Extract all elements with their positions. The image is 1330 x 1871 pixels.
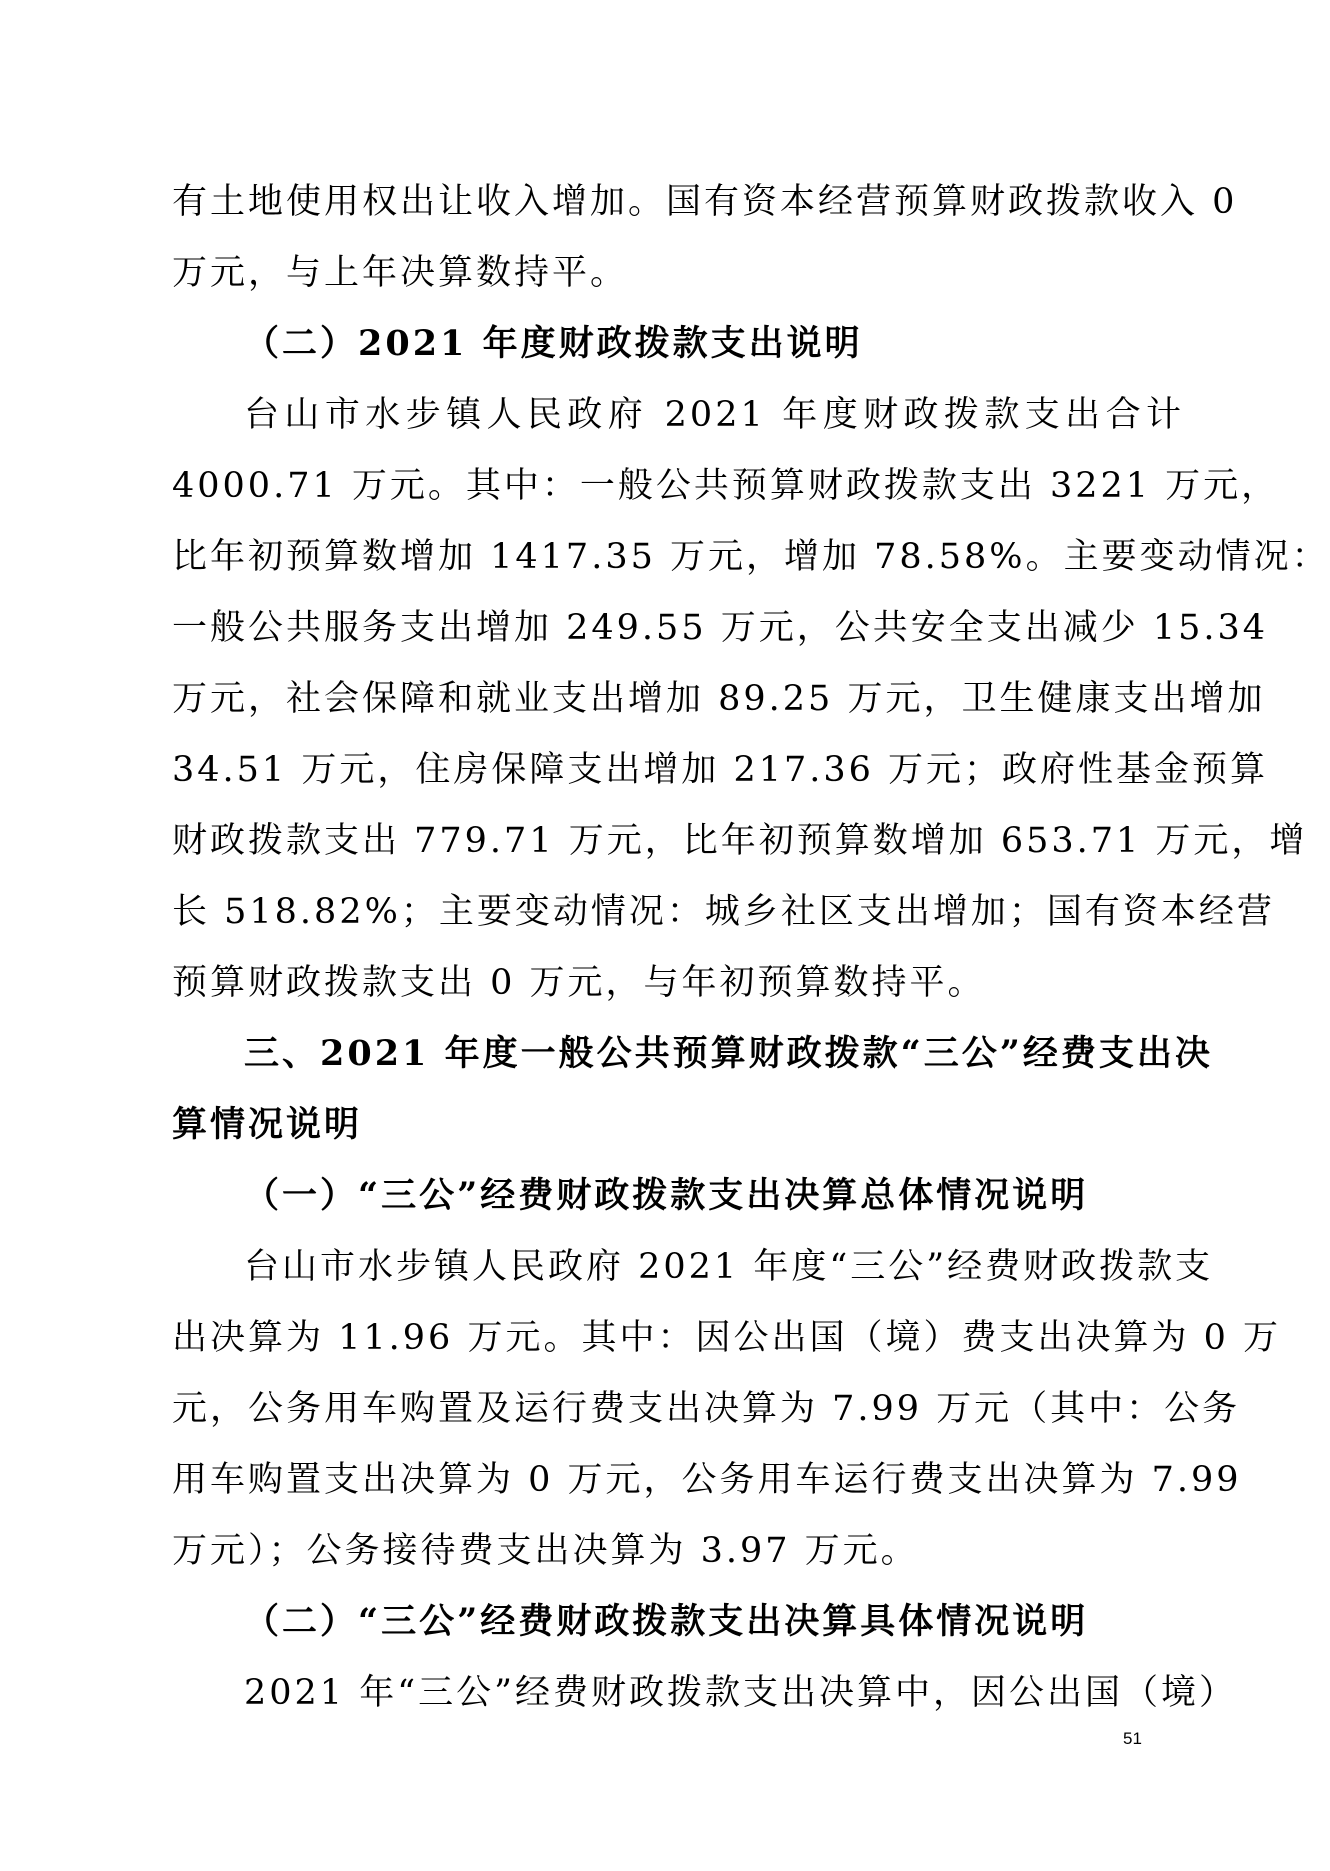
body-text-line: 元，公务用车购置及运行费支出决算为 7.99 万元（其中：公务: [172, 1389, 1241, 1429]
subsection-heading: （一）“三公”经费财政拨款支出决算总体情况说明: [244, 1175, 1089, 1216]
body-text-line: 财政拨款支出 779.71 万元，比年初预算数增加 653.71 万元，增: [172, 821, 1308, 861]
page-number: 51: [1123, 1729, 1142, 1748]
body-text-line: 台山市水步镇人民政府 2021 年度财政拨款支出合计: [244, 395, 1184, 435]
body-text-line: 台山市水步镇人民政府 2021 年度“三公”经费财政拨款支: [244, 1247, 1214, 1287]
body-text-line: 预算财政拨款支出 0 万元，与年初预算数持平。: [172, 963, 986, 1003]
body-text-line: 万元，社会保障和就业支出增加 89.25 万元，卫生健康支出增加: [172, 679, 1266, 719]
body-text-line: 用车购置支出决算为 0 万元，公务用车运行费支出决算为 7.99: [172, 1460, 1242, 1500]
body-text-line: 万元）；公务接待费支出决算为 3.97 万元。: [172, 1531, 919, 1571]
body-text-line: 一般公共服务支出增加 249.55 万元，公共安全支出减少 15.34: [172, 608, 1269, 648]
body-text-line: 长 518.82%；主要变动情况：城乡社区支出增加；国有资本经营: [172, 892, 1275, 932]
section-heading: 三、2021 年度一般公共预算财政拨款“三公”经费支出决: [244, 1033, 1213, 1074]
body-text-line: 万元，与上年决算数持平。: [172, 253, 629, 293]
body-text-line: 4000.71 万元。其中：一般公共预算财政拨款支出 3221 万元，: [172, 466, 1280, 506]
section-heading-continued: 算情况说明: [172, 1104, 363, 1145]
body-text-line: 出决算为 11.96 万元。其中：因公出国（境）费支出决算为 0 万: [172, 1318, 1281, 1358]
subsection-heading: （二）2021 年度财政拨款支出说明: [244, 323, 863, 364]
body-text-line: 34.51 万元，住房保障支出增加 217.36 万元；政府性基金预算: [172, 750, 1269, 790]
subsection-heading: （二）“三公”经费财政拨款支出决算具体情况说明: [244, 1601, 1089, 1642]
body-text-line: 比年初预算数增加 1417.35 万元，增加 78.58%。主要变动情况：: [172, 537, 1330, 577]
body-text-line: 2021 年“三公”经费财政拨款支出决算中，因公出国（境）: [244, 1673, 1237, 1713]
body-text-line: 有土地使用权出让收入增加。国有资本经营预算财政拨款收入 0: [172, 182, 1238, 222]
